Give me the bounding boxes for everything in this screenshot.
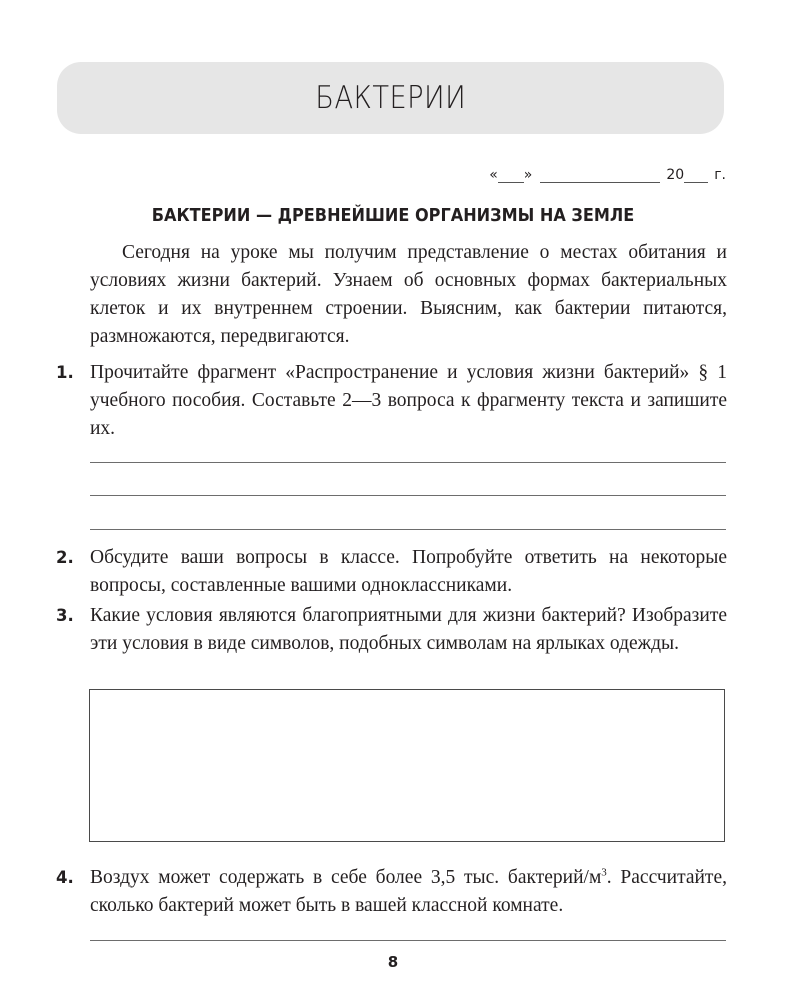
answer-line[interactable] [90, 940, 726, 941]
intro-paragraph: Сегодня на уроке мы получим представление о местах обитания и условиях жизни бактерий. Узнаем об основных формах бактериальных клеток и их внутреннем строении. Выясним, как бактерии питаются, размножаются, передвигаются. [90, 242, 727, 347]
task-number: 3. [56, 606, 74, 625]
task-text-part: Воздух может содержать в себе более 3,5 тыс. бактерий/м [90, 867, 602, 888]
task-number: 4. [56, 868, 74, 887]
drawing-answer-box[interactable] [89, 689, 725, 842]
task-3 [56, 602, 727, 658]
answer-line[interactable] [90, 495, 726, 496]
task-number: 1. [56, 363, 74, 382]
open-quote: « [489, 167, 498, 183]
task-text-part: . Рассчитайте, сколько бактерий может быть в вашей классной комнате. [90, 867, 727, 916]
task-text [90, 864, 727, 920]
task-number: 2. [56, 548, 74, 567]
task-text: Обсудите ваши вопросы в классе. Попробуйте ответить на некоторые вопросы, составленные вашими одноклассниками. [90, 547, 727, 596]
chapter-header [57, 62, 724, 134]
close-quote: » [523, 167, 533, 183]
task-text: Какие условия являются благоприятными для жизни бактерий? Изобразите эти условия в виде символов, подобных символам на ярлыках одежды. [90, 605, 727, 654]
section-title: БАКТЕРИИ — ДРЕВНЕЙШИЕ ОРГАНИЗМЫ НА ЗЕМЛЕ [151, 206, 635, 226]
task-4 [56, 864, 727, 920]
chapter-title: БАКТЕРИИ [315, 80, 466, 116]
answer-line[interactable] [90, 462, 726, 463]
task-2 [56, 544, 727, 600]
day-blank[interactable] [498, 168, 524, 183]
answer-line[interactable] [90, 529, 726, 530]
year-suffix: г. [714, 167, 726, 183]
year-blank[interactable] [684, 168, 708, 183]
month-blank[interactable] [540, 168, 660, 183]
task-1 [56, 359, 727, 443]
page-number: 8 [387, 953, 399, 971]
date-field [489, 167, 726, 183]
year-prefix: 20 [666, 167, 685, 183]
superscript: 3 [601, 866, 607, 879]
task-text: Прочитайте фрагмент «Распространение и условия жизни бактерий» § 1 учебного пособия. Составьте 2—3 вопроса к фрагменту текста и запишите их. [90, 362, 727, 439]
